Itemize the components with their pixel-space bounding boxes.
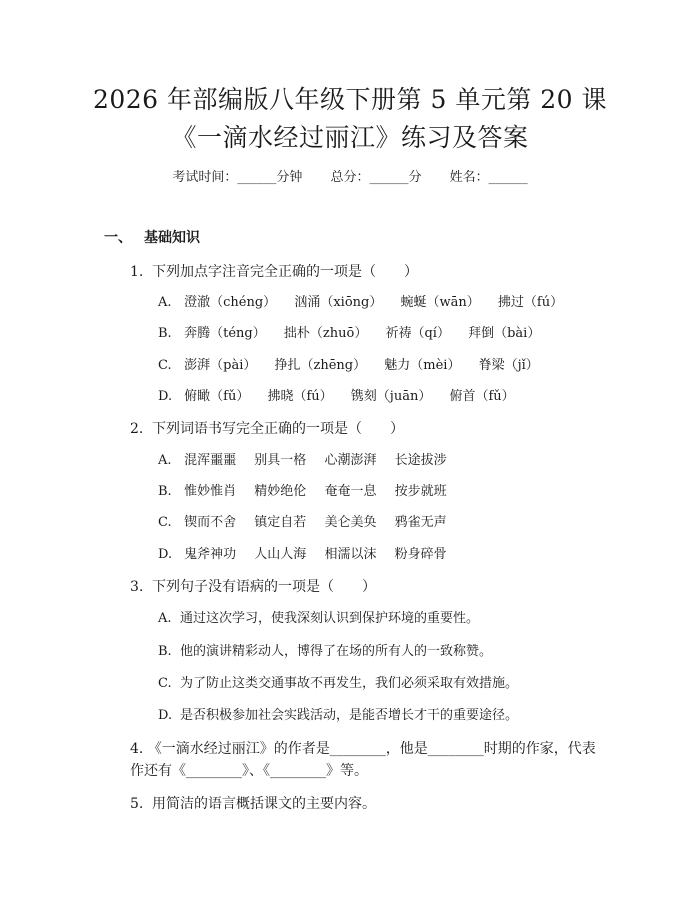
question-text: 下列词语书写完全正确的一项是（ ） <box>152 421 404 437</box>
question-number: 1. <box>130 264 144 280</box>
option-word: 美仑美奂 <box>324 515 377 530</box>
option-word: 锲而不舍 <box>184 515 237 530</box>
option-word: 奔腾（téng） <box>184 326 266 341</box>
option-label: C. <box>158 358 172 373</box>
question-3 <box>130 577 376 597</box>
option-word: 祈祷（qí） <box>385 326 450 341</box>
option-word: 挣扎（zhēng） <box>274 358 367 373</box>
option-text: 为了防止这类交通事故不再发生，我们必须采取有效措施。 <box>180 676 519 691</box>
question-text: 用简洁的语言概括课文的主要内容。 <box>152 796 376 812</box>
q1-option-b <box>158 324 554 344</box>
question-text: 《一滴水经过丽江》的作者是________，他是________时期的作家，代表作还有《________》、《________》等。 <box>130 741 596 779</box>
question-number: 5. <box>130 796 144 812</box>
option-word: 鬼斧神功 <box>184 547 237 562</box>
option-word: 澄澈（chéng） <box>184 295 277 310</box>
option-word: 俯首（fǔ） <box>449 389 515 404</box>
option-text: 他的演讲精彩动人，博得了在场的所有人的一致称赞。 <box>180 644 493 659</box>
exam-time: 考试时间：______分钟 <box>172 170 303 185</box>
q2-option-c <box>158 513 461 533</box>
option-word: 镇定自若 <box>254 515 307 530</box>
option-word: 脊梁（jǐ） <box>478 358 539 373</box>
question-number: 2. <box>130 421 144 437</box>
option-label: D. <box>158 708 173 723</box>
document-title-line1: 2026 年部编版八年级下册第 5 单元第 20 课 <box>92 85 608 114</box>
question-1 <box>130 262 418 282</box>
q3-option-a <box>158 609 479 629</box>
q1-option-a <box>158 293 577 313</box>
question-number: 4. <box>130 741 144 757</box>
option-word: 精妙绝伦 <box>254 484 307 499</box>
section-title: 基础知识 <box>144 230 200 246</box>
q2-option-a <box>158 451 461 471</box>
q3-option-d <box>158 706 518 726</box>
exam-score: 总分：______分 <box>330 170 422 185</box>
option-word: 粉身碎骨 <box>394 547 447 562</box>
option-word: 汹涌（xiōng） <box>294 295 383 310</box>
section-number: 一、 <box>104 230 132 246</box>
option-label: C. <box>158 676 172 691</box>
option-label: D. <box>158 547 173 562</box>
option-word: 相濡以沫 <box>324 547 377 562</box>
option-word: 鸦雀无声 <box>394 515 447 530</box>
q3-option-b <box>158 642 492 662</box>
exam-name: 姓名：______ <box>449 170 528 185</box>
option-word: 魅力（mèi） <box>384 358 461 373</box>
option-word: 蜿蜒（wān） <box>400 295 480 310</box>
option-word: 镌刻（juān） <box>350 389 432 404</box>
question-number: 3. <box>130 579 144 595</box>
q3-option-c <box>158 674 518 694</box>
option-label: B. <box>158 644 172 659</box>
option-label: B. <box>158 484 172 499</box>
q2-option-b <box>158 482 461 502</box>
option-word: 拙朴（zhuō） <box>283 326 368 341</box>
option-label: A. <box>158 453 172 468</box>
q1-option-c <box>158 356 553 376</box>
option-word: 拂过（fú） <box>497 295 564 310</box>
question-text: 下列句子没有语病的一项是（ ） <box>152 579 376 595</box>
exam-info <box>0 168 700 188</box>
q1-option-d <box>158 387 529 407</box>
option-word: 心潮澎湃 <box>324 453 377 468</box>
option-word: 俯瞰（fǔ） <box>184 389 250 404</box>
option-word: 澎湃（pài） <box>184 358 257 373</box>
q2-option-d <box>158 545 461 565</box>
question-text: 下列加点字注音完全正确的一项是（ ） <box>152 264 418 280</box>
question-4 <box>104 738 604 782</box>
document-title-line2: 《一滴水经过丽江》练习及答案 <box>171 123 529 152</box>
option-word: 拂晓（fú） <box>267 389 333 404</box>
option-word: 混浑噩噩 <box>184 453 237 468</box>
option-label: B. <box>158 326 172 341</box>
section-heading <box>104 228 200 248</box>
option-word: 长途拔涉 <box>394 453 447 468</box>
option-word: 惟妙惟肖 <box>184 484 237 499</box>
option-text: 是否积极参加社会实践活动，是能否增长才干的重要途径。 <box>180 708 519 723</box>
question-5 <box>130 794 376 814</box>
option-label: D. <box>158 389 173 404</box>
option-word: 别具一格 <box>254 453 307 468</box>
option-word: 拜倒（bài） <box>468 326 541 341</box>
option-text: 通过这次学习，使我深刻认识到保护环境的重要性。 <box>180 611 480 626</box>
question-2 <box>130 419 404 439</box>
option-word: 人山人海 <box>254 547 307 562</box>
option-word: 按步就班 <box>394 484 447 499</box>
option-label: A. <box>158 611 172 626</box>
option-label: C. <box>158 515 172 530</box>
option-word: 奄奄一息 <box>324 484 377 499</box>
option-label: A. <box>158 295 172 310</box>
